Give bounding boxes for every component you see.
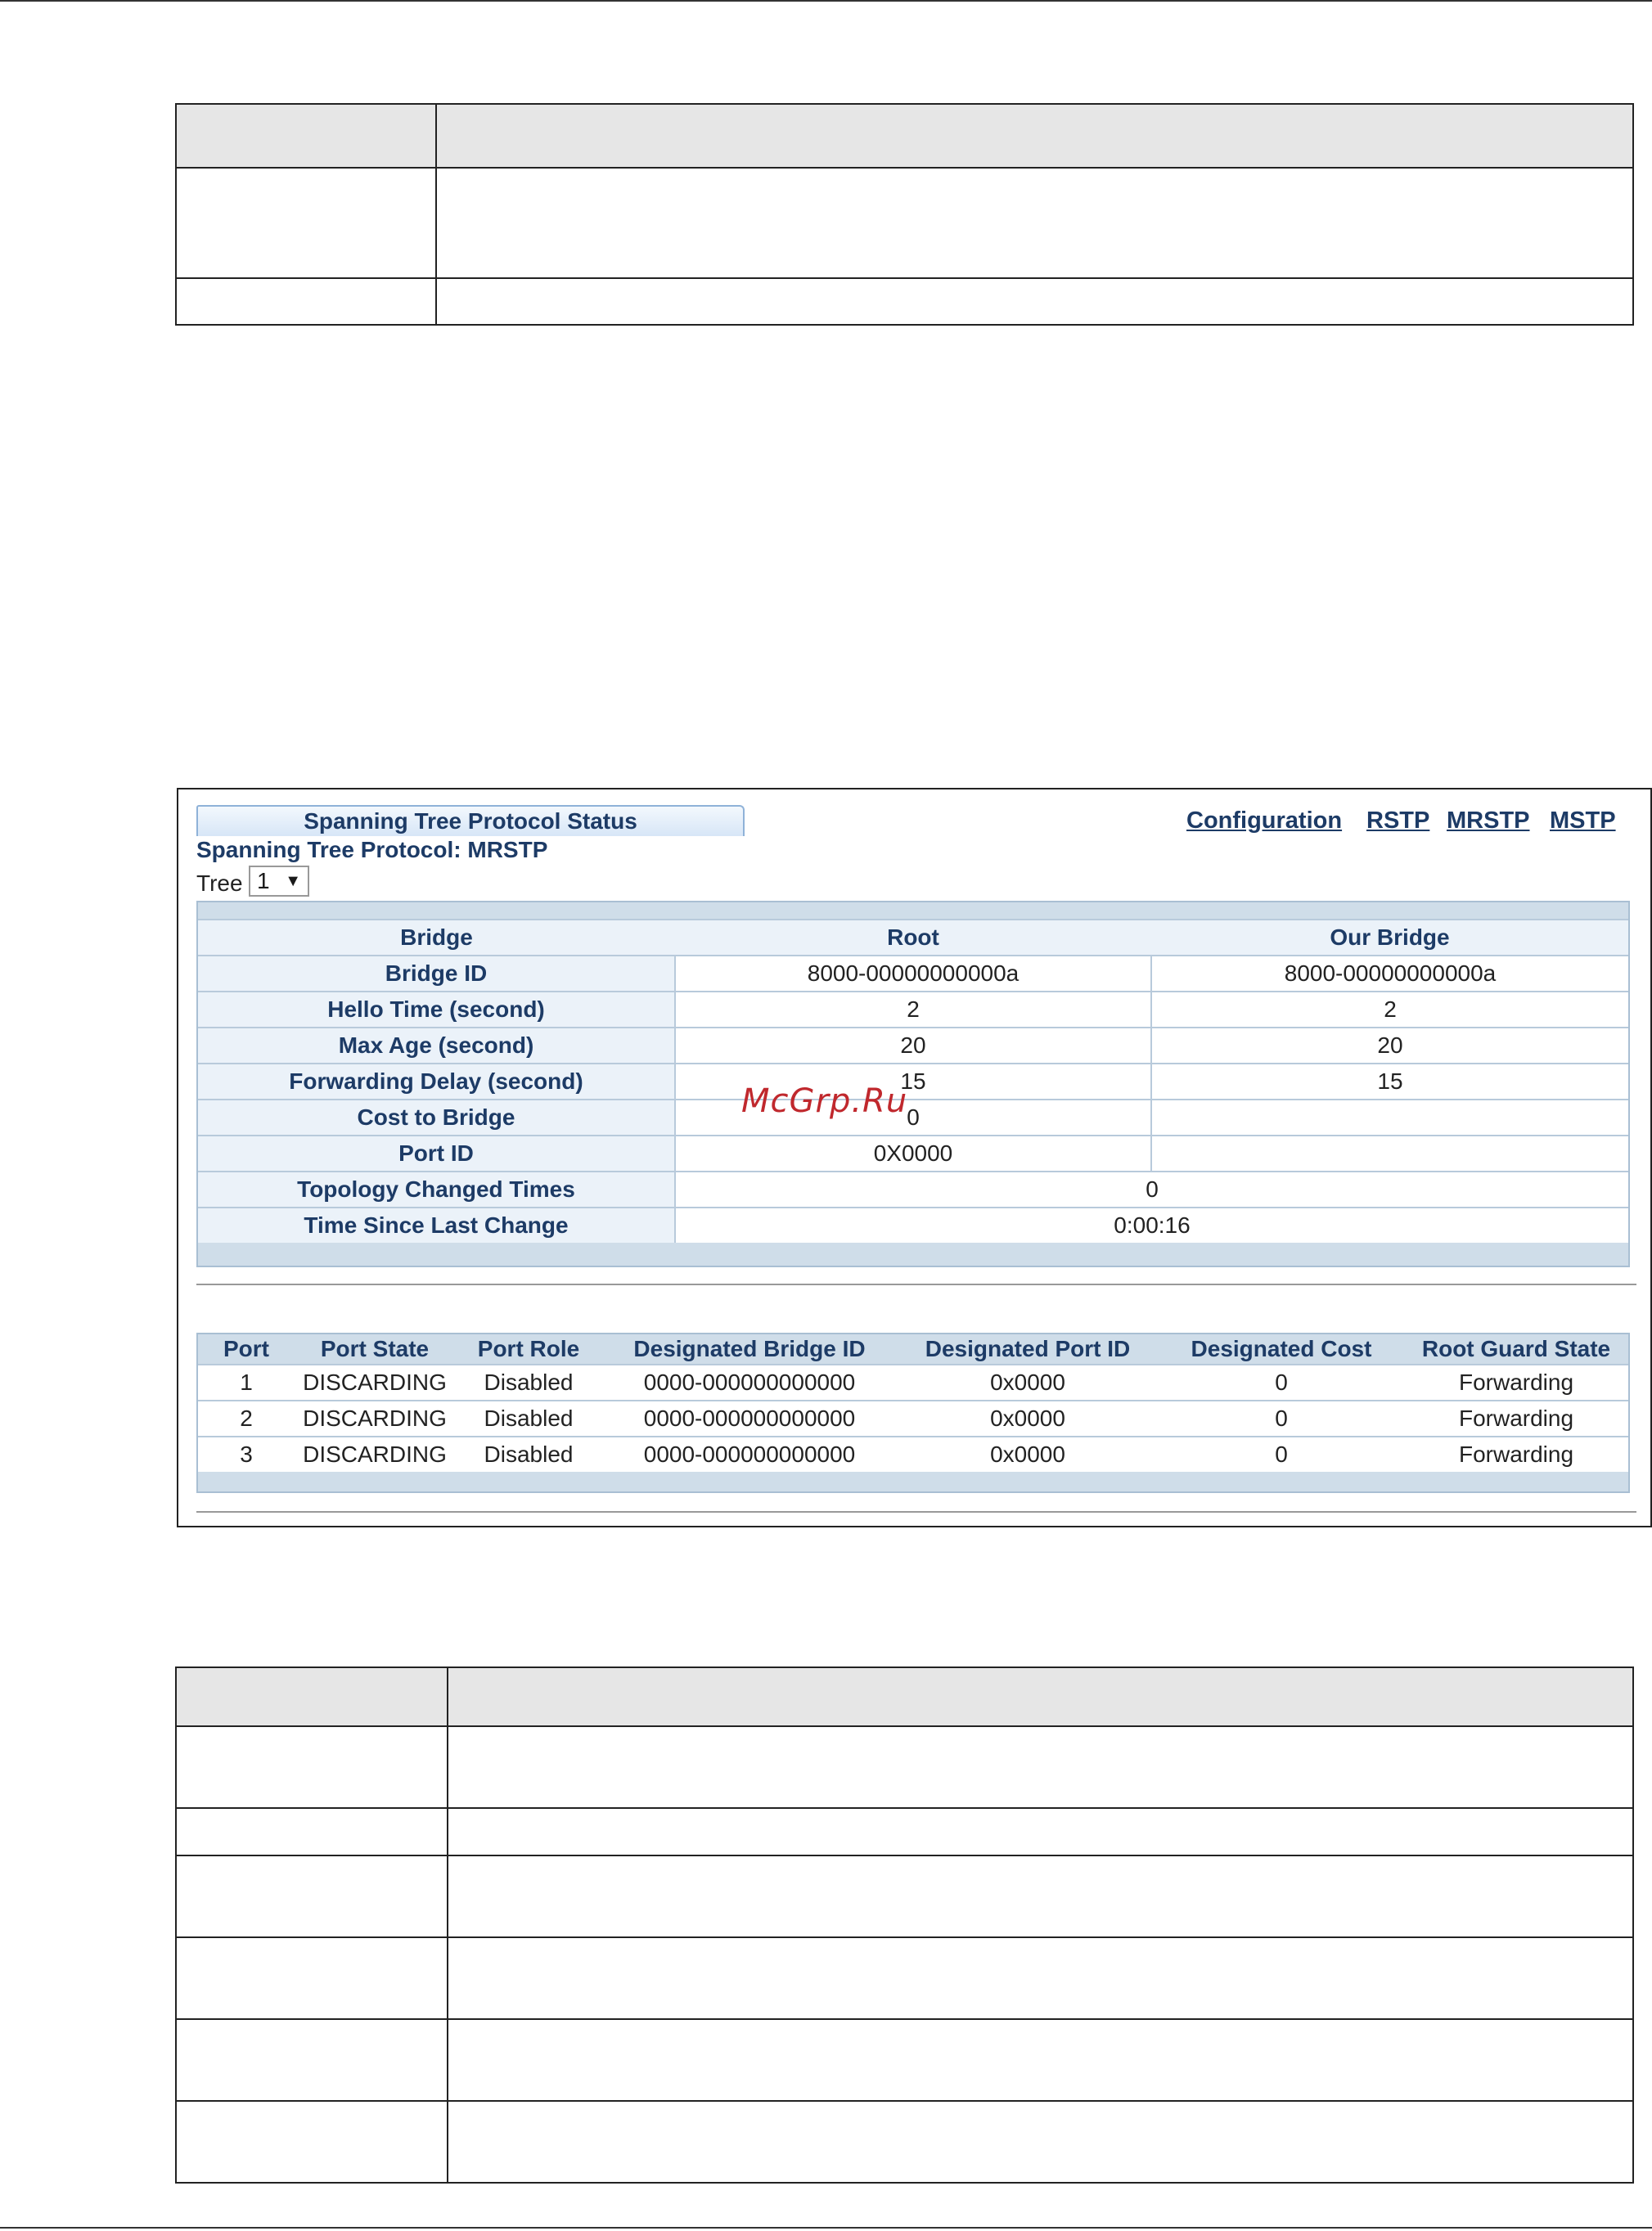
table-row [176,2101,1633,2183]
desc-cell [448,2101,1633,2183]
span-value: 0:00:16 [675,1208,1628,1243]
our-bridge-header: Our Bridge [1151,920,1628,956]
table-row [198,1136,1628,1172]
port-cell: 1 [198,1365,295,1401]
root-value: 20 [675,1028,1151,1064]
configuration-link[interactable]: Configuration [1186,807,1343,834]
root-value: 8000-00000000000a [675,956,1151,992]
port-role-cell: Disabled [455,1437,602,1472]
span-value: 0 [675,1172,1628,1208]
root-guard-state-cell: Forwarding [1404,1365,1628,1401]
label-cell [176,1855,448,1937]
row-label: Port ID [198,1136,675,1172]
mrstp-link[interactable]: MRSTP [1447,807,1530,834]
watermark: McGrp.Ru [741,1082,908,1120]
designated-cost-cell: 0 [1159,1365,1404,1401]
root-header: Root [675,920,1151,956]
desc-cell [448,1726,1633,1808]
table-row [176,168,1633,278]
our-value: 15 [1151,1064,1628,1100]
row-label: Max Age (second) [198,1028,675,1064]
designated-port-id-cell: 0x0000 [897,1401,1159,1437]
table-row [198,1208,1628,1243]
divider [196,1511,1636,1513]
label-header-cell [176,104,436,168]
port-table [196,1333,1630,1493]
designated-port-id-cell: 0x0000 [897,1437,1159,1472]
our-value: 20 [1151,1028,1628,1064]
port-state-cell: DISCARDING [295,1437,455,1472]
desc-cell [436,168,1633,278]
top-doc-table [175,103,1634,326]
table-row [176,1726,1633,1808]
tree-select-value: 1 [257,868,270,893]
stp-status-screenshot [177,788,1652,1527]
root-value: 2 [675,992,1151,1028]
desc-cell [436,278,1633,325]
row-label: Forwarding Delay (second) [198,1064,675,1100]
root-value: 15 [675,1064,1151,1100]
table-row [198,992,1628,1028]
label-cell [176,2101,448,2183]
bridge-info-table [196,901,1630,1267]
our-value: 8000-00000000000a [1151,956,1628,992]
table-row [176,1855,1633,1937]
table-row [198,956,1628,992]
root-value: 0 [675,1100,1151,1136]
chevron-down-icon: ▼ [285,872,301,890]
desc-cell [448,1855,1633,1937]
desc-header-cell [448,1667,1633,1726]
table-row [198,1172,1628,1208]
table-row [198,1100,1628,1136]
designated-bridge-id-header: Designated Bridge ID [602,1334,897,1365]
label-cell [176,168,436,278]
row-label: Bridge ID [198,956,675,992]
designated-cost-cell: 0 [1159,1401,1404,1437]
port-role-cell: Disabled [455,1401,602,1437]
page-title: Spanning Tree Protocol Status [196,805,745,836]
port-state-cell: DISCARDING [295,1365,455,1401]
table-row [198,1401,1628,1437]
label-cell [176,1726,448,1808]
row-label: Topology Changed Times [198,1172,675,1208]
port-cell: 2 [198,1401,295,1437]
root-guard-state-cell: Forwarding [1404,1401,1628,1437]
table-row [198,1028,1628,1064]
desc-cell [448,1937,1633,2019]
divider [196,1284,1636,1285]
top-rule [0,0,1652,2]
row-label: Time Since Last Change [198,1208,675,1243]
root-value: 0X0000 [675,1136,1151,1172]
table-row [176,104,1633,168]
designated-bridge-id-cell: 0000-000000000000 [602,1401,897,1437]
table-row [176,2019,1633,2101]
label-header-cell [176,1667,448,1726]
designated-cost-cell: 0 [1159,1437,1404,1472]
root-guard-state-cell: Forwarding [1404,1437,1628,1472]
bridge-header: Bridge [198,920,675,956]
label-cell [176,1937,448,2019]
our-value [1151,1136,1628,1172]
port-role-cell: Disabled [455,1365,602,1401]
port-role-header: Port Role [455,1334,602,1365]
row-label: Cost to Bridge [198,1100,675,1136]
desc-cell [448,1808,1633,1855]
table-row [198,1437,1628,1472]
our-value: 2 [1151,992,1628,1028]
table-row [176,1808,1633,1855]
designated-port-id-header: Designated Port ID [897,1334,1159,1365]
tree-label: Tree [196,870,243,896]
our-value [1151,1100,1628,1136]
desc-cell [448,2019,1633,2101]
table-header-row [198,1334,1628,1365]
label-cell [176,2019,448,2101]
designated-bridge-id-cell: 0000-000000000000 [602,1437,897,1472]
bottom-doc-table [175,1667,1634,2184]
rstp-link[interactable]: RSTP [1366,807,1430,834]
bottom-rule [0,2227,1652,2229]
port-state-cell: DISCARDING [295,1401,455,1437]
label-cell [176,278,436,325]
tree-select[interactable] [249,866,309,897]
mstp-link[interactable]: MSTP [1550,807,1616,834]
designated-cost-header: Designated Cost [1159,1334,1404,1365]
desc-header-cell [436,104,1633,168]
designated-bridge-id-cell: 0000-000000000000 [602,1365,897,1401]
table-row [176,278,1633,325]
table-row [198,920,1628,956]
root-guard-state-header: Root Guard State [1404,1334,1628,1365]
table-row [176,1937,1633,2019]
label-cell [176,1808,448,1855]
port-header: Port [198,1334,295,1365]
row-label: Hello Time (second) [198,992,675,1028]
protocol-label: Spanning Tree Protocol: MRSTP [196,837,548,862]
table-row [198,1365,1628,1401]
designated-port-id-cell: 0x0000 [897,1365,1159,1401]
table-row [176,1667,1633,1726]
port-state-header: Port State [295,1334,455,1365]
table-row [198,1064,1628,1100]
port-cell: 3 [198,1437,295,1472]
